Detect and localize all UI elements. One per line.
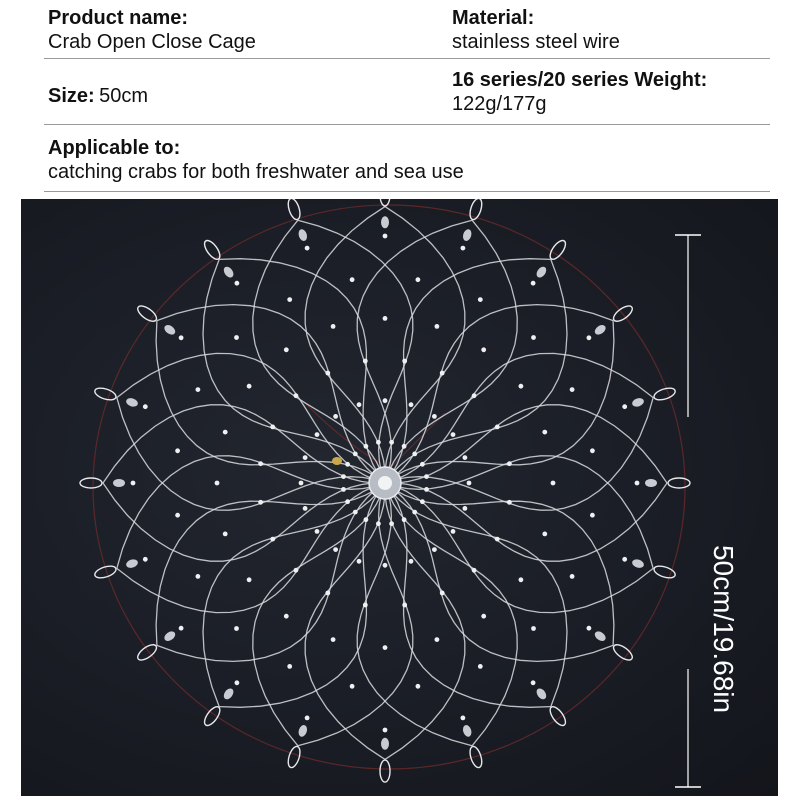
applicable-cell <box>48 136 464 184</box>
crab-cage-net-image <box>21 199 778 796</box>
material-value: stainless steel wire <box>452 31 620 53</box>
size-label: Size: <box>48 85 95 107</box>
product-name-label: Product name: <box>48 7 189 29</box>
dimension-label: 50cm/19.68in <box>708 544 739 714</box>
product-photo <box>21 199 778 796</box>
product-name-value: Crab Open Close Cage <box>48 31 256 53</box>
weight-label: 16 series/20 series Weight: <box>452 69 708 91</box>
spec-row-size-weight <box>44 60 770 125</box>
weight-cell <box>452 68 707 116</box>
spec-row-name-material <box>44 0 770 59</box>
material-label: Material: <box>452 7 535 29</box>
dimension-marker <box>675 235 701 787</box>
weight-value: 122g/177g <box>452 93 547 115</box>
applicable-value: catching crabs for both freshwater and sea use <box>48 161 464 183</box>
spec-row-applicable <box>44 127 770 192</box>
applicable-label: Applicable to: <box>48 137 181 159</box>
size-cell <box>48 84 148 108</box>
size-value: 50cm <box>99 85 149 107</box>
net-wires <box>80 199 690 782</box>
material-cell <box>452 6 620 54</box>
product-name-cell <box>48 6 256 54</box>
